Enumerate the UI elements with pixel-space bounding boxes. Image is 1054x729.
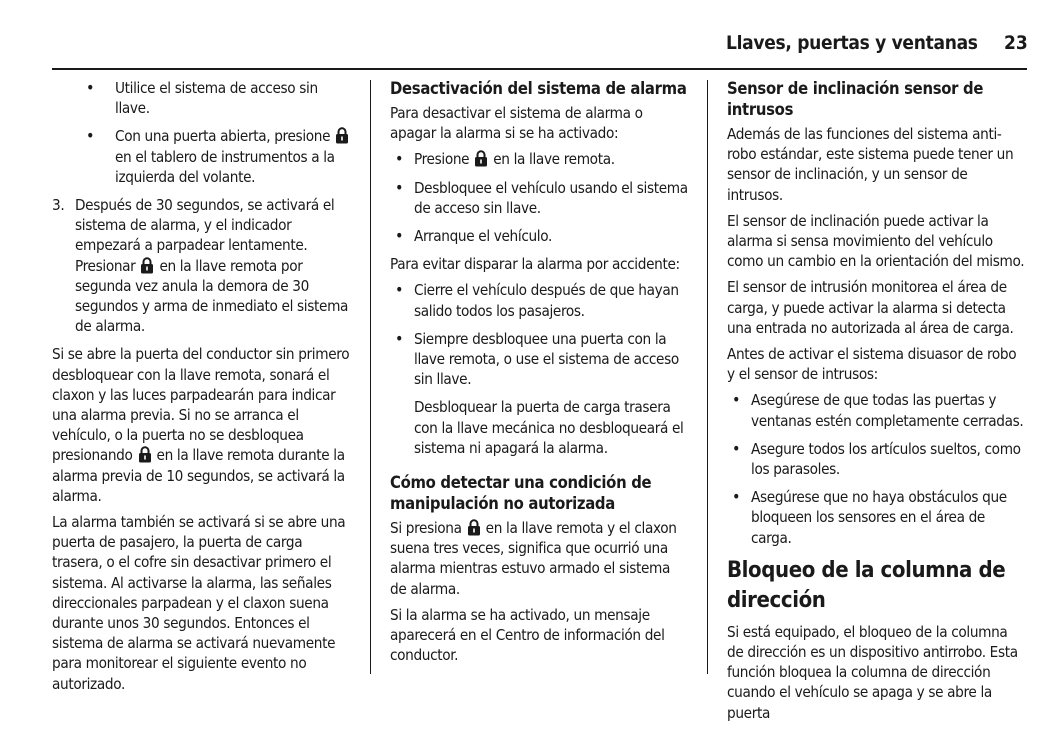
- lock-icon: [335, 127, 349, 144]
- bullet-list: [390, 280, 690, 389]
- lock-icon: [140, 257, 154, 274]
- paragraph: Además de las funciones del sistema anti-robo estándar, este sistema puede tener un sensor de inclinación, y un sensor de intrusos.: [727, 125, 1014, 204]
- paragraph-text: en la llave remota durante la alarma previa de 10 segundos, se activará la alarma.: [52, 446, 345, 505]
- list-item: • Asegúrese que no haya obstáculos que bloqueen los sensores en el área de carga.: [727, 487, 1027, 548]
- section-heading: Cómo detectar una condición de manipulación no autorizada: [390, 473, 652, 514]
- list-item-text: en la llave remota.: [493, 150, 615, 169]
- sub-paragraph: Desbloquear la puerta de carga trasera con la llave mecánica no desbloqueará el sistema ni apagará la alarma.: [414, 398, 684, 457]
- paragraph: Para desactivar el sistema de alarma o apagar la alarma si se ha activado:: [390, 104, 643, 143]
- list-item: • Arranque el vehículo.: [390, 226, 690, 246]
- section-title: Bloqueo de la columna de dirección: [727, 557, 1006, 613]
- paragraph: [390, 518, 690, 599]
- numbered-step: [52, 195, 352, 336]
- list-item: • Asegúrese de que todas las puertas y ventanas estén completamente cerradas.: [727, 390, 1027, 430]
- list-item-text: Presione: [414, 150, 470, 169]
- column-2: [390, 78, 690, 671]
- section-heading: Sensor de inclinación sensor de intrusos: [727, 79, 984, 119]
- list-item: • Asegure todos los artículos sueltos, como los parasoles.: [727, 439, 1027, 479]
- paragraph: La alarma también se activará si se abre una puerta de pasajero, la puerta de carga trasera, o el cofre sin desactivar primero el sistema. Al activarse la alarma, las señales direccionales parpadean y el claxon suena durante unos 30 segundos. Entonces el sistema de alarma se activará nuevamente para monitorear el siguiente evento no autorizado.: [52, 513, 346, 693]
- paragraph-text: Si se abre la puerta del conductor sin primero desbloquear con la llave remota, sonará el claxon y las luces parpadearán para indicar una alarma previa. Si no se arranca el vehículo, o la puerta no se desbloquea presionando: [52, 345, 350, 465]
- column-3: [727, 78, 1027, 729]
- lock-icon: [474, 150, 488, 167]
- list-item-text: en el tablero de instrumentos a la izquierda del volante.: [115, 147, 335, 186]
- paragraph: Si está equipado, el bloqueo de la columna de dirección es un dispositivo antirrobo. Esta función bloquea la columna de dirección cuando el vehículo se apaga y se abre la puerta: [727, 622, 1018, 722]
- paragraph: Para evitar disparar la alarma por accidente:: [390, 255, 680, 274]
- paragraph: El sensor de inclinación puede activar la alarma si sensa movimiento del vehículo como un cambio en la orientación del mismo.: [727, 211, 1025, 271]
- list-item-text: Utilice el sistema de acceso sin llave.: [115, 79, 318, 118]
- list-item-text: Con una puerta abierta, presione: [115, 127, 331, 146]
- paragraph: El sensor de intrusión monitorea el área de carga, y puede activar la alarma si detecta una entrada no autorizada al área de carga.: [727, 278, 1014, 337]
- step-number: 3.: [52, 196, 65, 215]
- section-heading: Desactivación del sistema de alarma: [390, 79, 687, 98]
- bullet-list: [390, 149, 690, 246]
- page-header-title: Llaves, puertas y ventanas: [726, 32, 978, 54]
- paragraph-text: en la llave remota y el claxon suena tres veces, significa que ocurrió una alarma mientras estuvo armado el sistema de alarma.: [390, 519, 677, 598]
- paragraph-text: Si presiona: [390, 519, 462, 538]
- list-item: [390, 149, 690, 169]
- list-item: • Siempre desbloquee una puerta con la llave remota, o use el sistema de acceso sin llave.: [390, 329, 690, 390]
- column-divider-2: [707, 80, 708, 674]
- lock-icon: [138, 446, 152, 463]
- paragraph: [52, 344, 352, 506]
- list-item: • Desbloquee el vehículo usando el sistema de acceso sin llave.: [390, 178, 690, 218]
- list-item: • Cierre el vehículo después de que hayan salido todos los pasajeros.: [390, 280, 690, 320]
- page-number: 23: [1004, 32, 1028, 54]
- lock-icon: [467, 519, 481, 536]
- bullet-list: [52, 78, 352, 187]
- list-item: [52, 126, 352, 187]
- column-divider-1: [370, 80, 371, 674]
- step-text: Después de 30 segundos, se activará el sistema de alarma, y el indicador empezará a parpadear lentamente. Presionar: [75, 196, 335, 275]
- step-text: en la llave remota por segunda vez anula la demora de 30 segundos y arma de inmediato el sistema de alarma.: [75, 256, 349, 336]
- paragraph: Si la alarma se ha activado, un mensaje aparecerá en el Centro de información del conductor.: [390, 605, 665, 665]
- column-1: [52, 78, 352, 700]
- header-divider: [52, 68, 1027, 70]
- list-item: [52, 78, 352, 118]
- bullet-list: [727, 390, 1027, 547]
- paragraph: Antes de activar el sistema disuasor de robo y el sensor de intrusos:: [727, 345, 1017, 384]
